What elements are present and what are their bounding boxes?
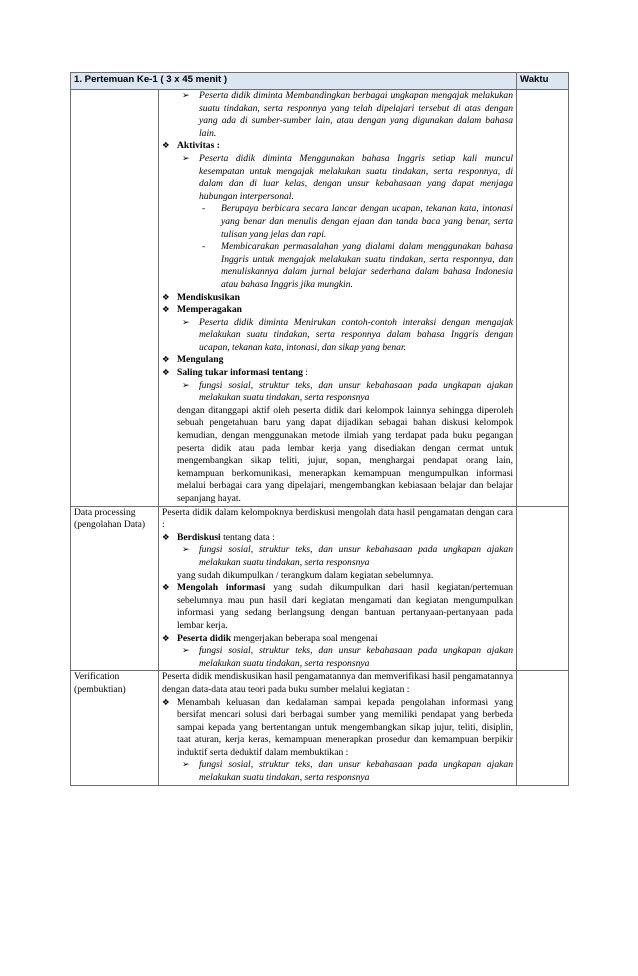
waktu-cell <box>517 671 569 785</box>
row-content <box>159 506 517 671</box>
list-item <box>162 645 513 670</box>
arrow-bullet-icon: ➢ <box>182 380 190 391</box>
item-text: fungsi sosial, struktur teks, dan unsur kebahasaan pada ungkapan ajakan melakukan suatu tindakan, serta responsnya <box>199 759 513 784</box>
item-text: Peserta didik <box>177 632 232 644</box>
row-label-empty <box>71 90 159 507</box>
list-item <box>162 697 513 760</box>
list-item <box>162 544 513 569</box>
waktu-header: Waktu <box>517 73 569 90</box>
diamond-bullet-icon: ❖ <box>162 532 170 543</box>
list-item <box>162 153 513 203</box>
waktu-cell <box>517 506 569 671</box>
arrow-bullet-icon: ➢ <box>182 317 190 328</box>
arrow-bullet-icon: ➢ <box>182 646 190 657</box>
paragraph <box>162 405 513 506</box>
table-row <box>71 671 569 785</box>
table-header-row <box>71 73 569 90</box>
diamond-bullet-icon: ❖ <box>162 368 170 379</box>
list-item <box>162 317 513 355</box>
item-text: Mendiskusikan <box>177 291 240 303</box>
row-label-data-processing: Data processing (pengolahan Data) <box>71 506 159 671</box>
item-text: Peserta didik diminta Menggunakan bahasa Inggris setiap kali muncul kesempatan untuk mengajak melakukan suatu tindakan, serta responnya, di dalam dan di luar kelas, dengan unsur kebahasaan yang dapat menjaga hubungan interpersonal. <box>199 152 513 202</box>
diamond-bullet-icon: ❖ <box>162 141 170 152</box>
list-item <box>162 304 513 317</box>
list-item <box>162 203 513 241</box>
item-text-suffix: mengerjakan beberapa soal mengenai <box>231 632 378 644</box>
item-text: Menambah keluasan dan kedalaman sampai kepada pengolahan informasi yang bersifat mencari solusi dari berbagai sumber yang memiliki pendapat yang berbeda sampai kepada yang bertentangan untuk mengembangkan sikap jujur, teliti, disiplin, taat aturan, kerja keras, kemampuan menerapkan prosedur dan kemampuan berpikir induktif serta deduktif dalam membuktikan : <box>177 696 513 758</box>
diamond-bullet-icon: ❖ <box>162 697 170 708</box>
dash-bullet-icon: - <box>202 241 206 253</box>
paragraph <box>162 570 513 583</box>
list-item <box>162 532 513 545</box>
item-text: dengan ditanggapi aktif oleh peserta didik dari kelompok lainnya sehingga diperoleh sebuah pengetahuan baru yang dapat dijadikan sebagai bahan diskusi kelompok kemudian, dengan menggunakan metode ilmiah yang terdapat pada buku pegangan peserta didik atau pada lembar kerja yang disediakan dengan cermat untuk mengembangkan sikap teliti, jujur, sopan, menghargai pendapat orang lain, kemampuan berkomunikasi, menerapkan kemampuan mengumpulkan informasi melalui berbagai cara yang dipelajari, mengembangkan kebiasaan belajar dan belajar sepanjang hayat. <box>177 404 513 504</box>
paragraph <box>162 671 513 696</box>
item-text: Aktivitas : <box>177 140 220 152</box>
meeting-title: 1. Pertemuan Ke-1 ( 3 x 45 menit ) <box>71 73 517 90</box>
item-text: yang sudah dikumpulkan / terangkum dalam kegiatan sebelumnya. <box>177 569 434 581</box>
arrow-bullet-icon: ➢ <box>182 153 190 164</box>
item-text: fungsi sosial, struktur teks, dan unsur kebahasaan pada ungkapan ajakan melakukan suatu tindakan, serta responsnya <box>199 544 513 568</box>
item-text: Peserta didik diminta Membandingkan berbagai ungkapan mengajak melakukan suatu tindakan, serta responnya yang telah dipelajari tersebut di atas dengan yang ada di sumber-sumber lain, atau dengan yang digunakan dalam bahasa lain. <box>199 90 513 139</box>
item-text-suffix: yang sudah dikumpulkan dari hasil kegiatan/pertemuan sebelumnya mau pun hasil dari kegiatan mengamati dan kegiatan mengumpulkan informasi yang sedang berlangsung dengan bantuan pertanyaan-pertanyaan pada lembar kerja. <box>177 582 513 631</box>
diamond-bullet-icon: ❖ <box>162 305 170 316</box>
list-item <box>162 380 513 405</box>
list-item <box>162 354 513 367</box>
arrow-bullet-icon: ➢ <box>182 760 190 771</box>
row-content <box>159 671 517 785</box>
row-label-verification: Verification (pembuktian) <box>71 671 159 785</box>
list-item <box>162 367 513 380</box>
item-text: Peserta didik diminta Menirukan contoh-contoh interaksi dengan mengajak melakukan suatu tindakan, serta responnya dalam bahasa Inggris dengan ucapan, tekanan kata, intonasi, dan sikap yang benar. <box>199 316 513 353</box>
item-text: fungsi sosial, struktur teks, dan unsur kebahasaan pada ungkapan ajakan melakukan suatu tindakan, serta responsnya <box>199 645 513 669</box>
diamond-bullet-icon: ❖ <box>162 633 170 644</box>
item-text-suffix: : <box>302 367 308 379</box>
table-row <box>71 90 569 507</box>
table-row <box>71 506 569 671</box>
arrow-bullet-icon: ➢ <box>182 545 190 556</box>
list-item <box>162 759 513 784</box>
item-text: Mengolah informasi <box>177 582 266 594</box>
list-item <box>162 90 513 140</box>
list-item <box>162 582 513 632</box>
arrow-bullet-icon: ➢ <box>182 91 190 101</box>
item-text: Berdiskusi <box>177 531 221 543</box>
waktu-cell <box>517 90 569 507</box>
lesson-plan-table <box>70 72 569 786</box>
diamond-bullet-icon: ❖ <box>162 292 170 303</box>
item-text: Peserta didik dalam kelompoknya berdiskusi mengolah data hasil pengamatan dengan cara : <box>162 506 513 531</box>
item-text-suffix: tentang data : <box>220 531 275 543</box>
dash-bullet-icon: - <box>202 203 206 215</box>
list-item <box>162 241 513 291</box>
diamond-bullet-icon: ❖ <box>162 583 170 594</box>
list-item <box>162 633 513 646</box>
item-text: Berupaya berbicara secara lancar dengan ucapan, tekanan kata, intonasi yang benar dan menulis dengan ejaan dan tanda baca yang benar, serta tulisan yang jelas dan rapi. <box>221 203 513 240</box>
row-content <box>159 90 517 507</box>
list-item <box>162 292 513 305</box>
list-item <box>162 140 513 153</box>
item-text: Memperagakan <box>177 304 243 316</box>
item-text: Membicarakan permasalahan yang dialami dalam menggunakan bahasa Inggris untuk mengajak melakukan suatu tindakan, serta responnya, dan menuliskannya dalam jurnal belajar sederhana dalam bahasa Indonesia atau bahasa Inggris jika mungkin. <box>221 241 513 290</box>
item-text: Mengulang <box>177 354 224 366</box>
item-text: Peserta didik mendiskusikan hasil pengamatannya dan memverifikasi hasil pengamatannya dengan data-data atau teori pada buku sumber melalui kegiatan : <box>162 671 513 695</box>
item-text: Saling tukar informasi tentang <box>177 367 303 379</box>
paragraph <box>162 507 513 532</box>
diamond-bullet-icon: ❖ <box>162 355 170 366</box>
item-text: fungsi sosial, struktur teks, dan unsur kebahasaan pada ungkapan ajakan melakukan suatu tindakan, serta responsnya <box>199 379 513 404</box>
